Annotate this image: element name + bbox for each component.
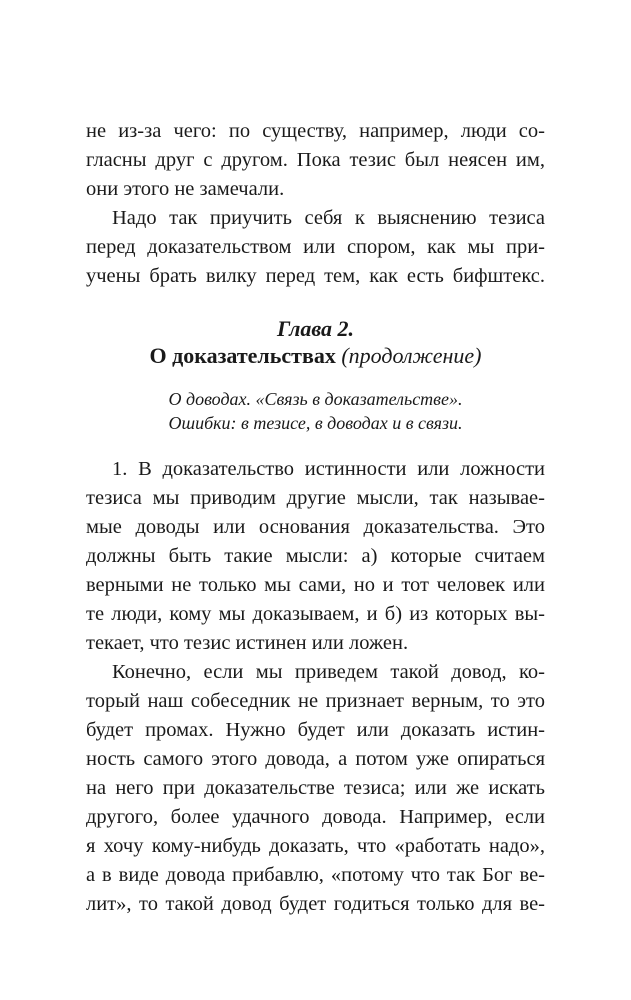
text-line: верными не только мы сами, но и тот человек или <box>86 574 545 596</box>
chapter-title <box>86 343 545 369</box>
text-line: они этого не замечали. <box>86 178 285 200</box>
text-line: гласны друг с другом. Пока тезис был неясен им, <box>86 149 545 171</box>
chapter-number: Глава 2. <box>276 316 355 341</box>
text-line: мые доводы или основания доказательства. Это <box>86 516 545 538</box>
text-line: будет промах. Нужно будет или доказать истин- <box>86 719 545 741</box>
text-line: торый наш собеседник не признает верным, то это <box>86 690 545 712</box>
text-line: те люди, кому мы доказываем, и б) из которых вы- <box>86 603 545 625</box>
text-line: лит», то такой довод будет годиться только для ве- <box>86 893 545 915</box>
text-line: текает, что тезис истинен или ложен. <box>86 632 409 654</box>
text-line: 1. В доказательство истинности или ложности <box>112 458 545 480</box>
text-line: Надо так приучить себя к выяснению тезиса <box>112 207 545 229</box>
chapter-title-note: (продолжение) <box>341 343 482 368</box>
text-line: должны быть такие мысли: а) которые считаем <box>86 545 545 567</box>
chapter-subtitle-line: О доводах. «Связь в доказательстве». <box>168 389 463 409</box>
text-line: другого, более удачного довода. Например, если <box>86 806 545 828</box>
chapter-title-text: О доказательствах <box>149 343 336 368</box>
text-line: Конечно, если мы приведем такой довод, ко- <box>112 661 545 683</box>
text-line: перед доказательством или спором, как мы при- <box>86 236 545 258</box>
chapter-subtitle-line: Ошибки: в тезисе, в доводах и в связи. <box>168 413 463 433</box>
text-line: на него при доказательстве тезиса; или же искать <box>86 777 545 799</box>
text-line: не из-за чего: по существу, например, люди со- <box>86 120 545 142</box>
text-line: учены брать вилку перед тем, как есть бифштекс. <box>86 265 545 287</box>
text-line: тезиса мы приводим другие мысли, так называе- <box>86 487 545 509</box>
text-line: а в виде довода прибавлю, «потому что так Бог ве- <box>86 864 545 886</box>
text-line: ность самого этого довода, а потом уже опираться <box>86 748 545 770</box>
text-line: я хочу кому-нибудь доказать, что «работать надо», <box>86 835 545 857</box>
